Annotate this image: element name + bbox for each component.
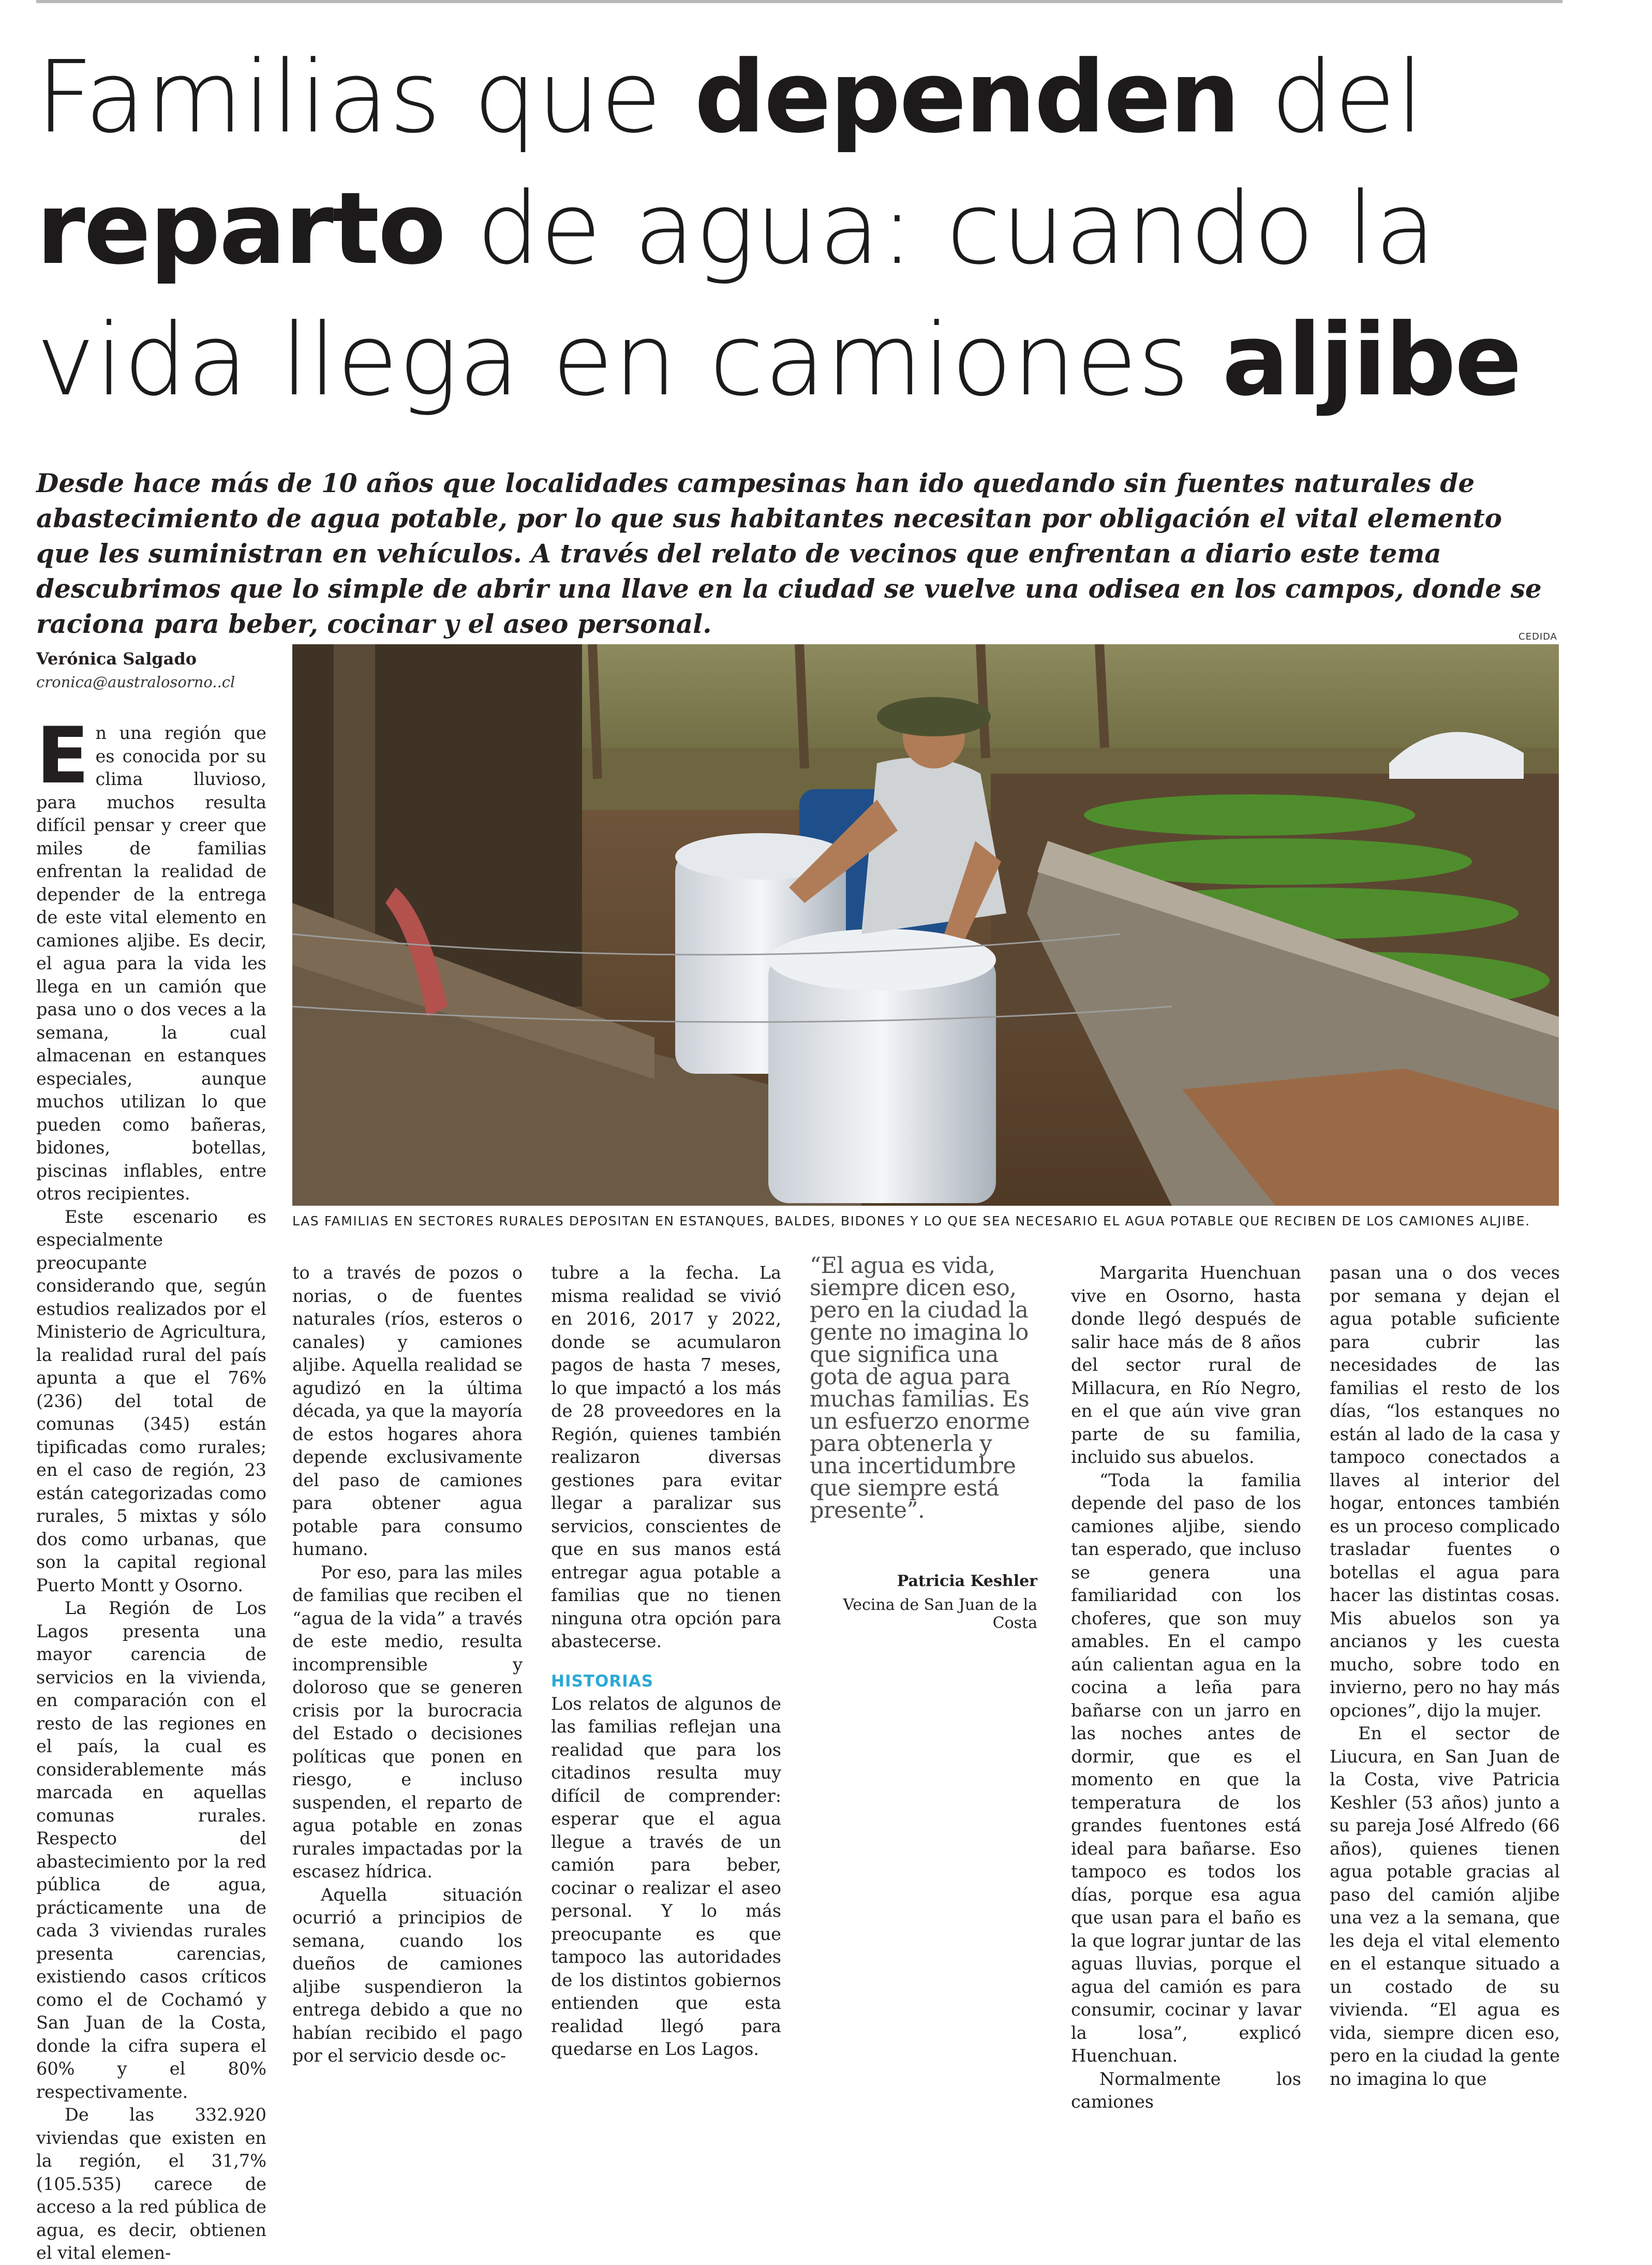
article-photo xyxy=(292,644,1559,1206)
headline xyxy=(36,32,1588,426)
photo-caption: LAS FAMILIAS EN SECTORES RURALES DEPOSITAN EN ESTANQUES, BALDES, BIDONES Y LO QUE SEA NECESARIO EL AGUA POTABLE QUE RECIBEN DE LOS CAMIONES ALJIBE. xyxy=(292,1213,1530,1228)
paragraph: En el sector de Liucura, en San Juan de la Costa, vive Patricia Keshler (53 años) junto a su pareja José Alfredo (66 años), quienes tienen agua potable gracias al paso del camión aljibe una vez a la semana, que les deja el vital elemento en el estanque situado a un costado de su vivienda. “El agua es vida, siempre dicen eso, pero en la ciudad la gente no imagina lo que xyxy=(1330,1723,1560,2089)
article-column-5 xyxy=(1071,1262,1301,2114)
headline-bold-dependen: dependen xyxy=(694,40,1239,155)
paragraph: En una región que es conocida por su clima lluvioso, para muchos resulta difícil pensar y creer que miles de familias enfrentan la realidad de depender de la entrega de este vital elemento en camiones aljibe. Es decir, el agua para la vida les llega en un camión que pasa uno o dos veces a la semana, la cual almacenan en estanques especiales, aunque muchos utilizan lo que pueden como bañeras, bidones, botellas, piscinas inflables, entre otros recipientes. xyxy=(36,711,266,1204)
headline-line-3: vida llega en camiones aljibe xyxy=(36,303,1521,418)
paragraph: Aquella situación ocurrió a principios de semana, cuando los dueños de camiones aljibe suspendieron la entrega debido a que no habían recibido el pago por el servicio desde oc- xyxy=(292,1884,523,2066)
headline-bold-aljibe: aljibe xyxy=(1222,303,1521,418)
paragraph: Este escenario es especialmente preocupante considerando que, según estudios realizados por el Ministerio de Agricultura, la realidad rural del país apunta a que el 76% (236) del total de comunas (345) están tipificadas como rurales; en el caso de región, 23 están categorizadas como rurales, 5 mixtas y sólo dos como urbanas, que son la capital regional Puerto Montt y Osorno. xyxy=(36,1206,266,1595)
photo-illustration xyxy=(292,644,1559,1206)
drop-cap: E xyxy=(36,711,90,801)
quote-author: Patricia Keshler xyxy=(897,1572,1037,1590)
section-heading-historias: HISTORIAS xyxy=(551,1671,654,1691)
paragraph: Por eso, para las miles de familias que reciben el “agua de la vida” a través de este medio, resulta incomprensible y doloroso que se generen crisis por la burocracia del Estado o decisiones políticas que ponen en riesgo, e incluso suspenden, el reparto de agua potable en zonas rurales impactadas por la escasez hídrica. xyxy=(292,1562,523,1882)
paragraph: La Región de Los Lagos presenta una mayor carencia de servicios en la vivienda, en comparación con el resto de las regiones en el país, la cual es considerablemente más marcada en aquellas comunas rurales. Respecto del abastecimiento por la red pública de agua, prácticamente una de cada 3 viviendas rurales presenta carencias, existiendo casos críticos como el de Cochamó y San Juan de la Costa, donde la cifra supera el 60% y el 80% respectivamente. xyxy=(36,1598,266,2102)
paragraph: tubre a la fecha. La misma realidad se vivió en 2016, 2017 y 2022, donde se acumularon pagos de hasta 7 meses, lo que impactó a los más de 28 proveedores en la Región, quienes también realizaron diversas gestiones para evitar llegar a paralizar sus servicios, conscientes de que en sus manos está entregar agua potable a familias que no tienen ninguna otra opción para abastecerse. xyxy=(551,1263,781,1651)
quote-author-role: Vecina de San Juan de la Costa xyxy=(843,1596,1037,1632)
paragraph: Los relatos de algunos de las familias reflejan una realidad que para los citadinos resulta muy difícil de comprender: esperar que el agua llegue a través de un camión para beber, cocinar o realizar el aseo personal. Y lo más preocupante es que tampoco las autoridades de los distintos gobiernos entienden que esta realidad llegó para quedarse en Los Lagos. xyxy=(551,1693,781,2059)
paragraph: to a través de pozos o norias, o de fuentes naturales (ríos, esteros o canales) y camiones aljibe. Aquella realidad se agudizó en la última década, ya que la mayoría de estos hogares ahora depende exclusivamente del paso de camiones para obtener agua potable para consumo humano. xyxy=(292,1263,523,1559)
top-rule xyxy=(36,0,1562,3)
lead-paragraph: Desde hace más de 10 años que localidades campesinas han ido quedando sin fuentes naturales de abastecimiento de agua potable, por lo que sus habitantes necesitan por obligación el vital elemento que les suministran en vehículos. A través del relato de vecinos que enfrentan a diario este tema descubrimos que lo simple de abrir una llave en la ciudad se vuelve una odisea en los campos, donde se raciona para beber, cocinar y el aseo personal. xyxy=(36,468,1542,639)
article-column-2 xyxy=(292,1262,523,2068)
paragraph: De las 332.920 viviendas que existen en la región, el 31,7% (105.535) carece de acceso a la red pública de agua, es decir, obtienen el vital elemen- xyxy=(36,2105,266,2263)
paragraph: Normalmente los camiones xyxy=(1071,2068,1301,2112)
paragraph: “Toda la familia depende del paso de los camiones aljibe, siendo tan esperado, que incluso se genera una familiaridad con los choferes, que son muy amables. En el campo aún calientan agua en la cocina a leña para bañarse con un jarro en las noches antes de dormir, que es el momento en que la temperatura de los grandes fuentones está ideal para bañarse. Eso tampoco es todos los días, porque esa agua que usan para el baño es la que lograr juntar de las aguas lluvias, porque el agua del camión es para consumir, cocinar y lavar la losa”, explicó Huenchuan. xyxy=(1071,1470,1301,2066)
headline-line-2: reparto de agua: cuando la xyxy=(36,171,1437,287)
photo-credit: CEDIDA xyxy=(1519,631,1557,642)
headline-line-1: Familias que dependen del xyxy=(36,40,1424,155)
author-email[interactable]: cronica@australosorno..cl xyxy=(36,673,235,691)
article-column-3 xyxy=(551,1262,781,2061)
author-name: Verónica Salgado xyxy=(36,649,197,669)
article-column-6 xyxy=(1330,1262,1560,2091)
byline xyxy=(36,647,279,693)
paragraph: pasan una o dos veces por semana y dejan el agua potable suficiente para cubrir las necesidades de las familias el resto de los días, “los estanques no están al lado de la casa y tampoco conectados a llaves al interior del hogar, entonces también es un proceso complicado trasladar fuentes o botellas el agua para hacer las distintas cosas. Mis abuelos son ya ancianos y les cuesta mucho, sobre todo en invierno, pero no hay más opciones”, dijo la mujer. xyxy=(1330,1263,1560,1721)
pull-quote: “El agua es vida, siempre dicen eso, pero en la ciudad la gente no imagina lo que significa una gota de agua para muchas familias. Es un esfuerzo enorme para obtenerla y una incertidumbre que siempre está presente”. xyxy=(810,1253,1030,1523)
headline-bold-reparto: reparto xyxy=(36,171,445,287)
paragraph: Margarita Huenchuan vive en Osorno, hasta donde llegó después de salir hace más de 8 años del sector rural de Millacura, en Río Negro, en el que aún vive gran parte de su familia, incluido sus abuelos. xyxy=(1071,1263,1301,1467)
article-column-1 xyxy=(36,711,266,2265)
